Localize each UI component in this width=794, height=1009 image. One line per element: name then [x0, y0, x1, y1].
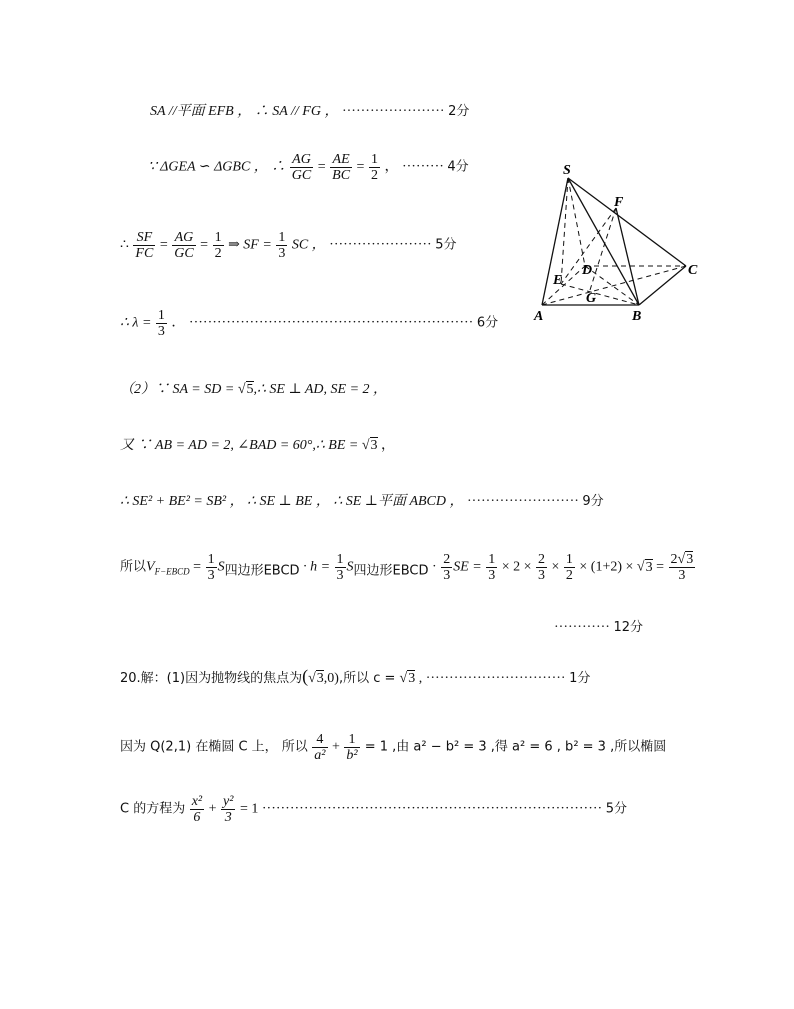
solution-20-line-2: 因为 Q(2,1) 在椭圆 C 上， 所以 $\frac{4}{\text{a²}}$ + $\frac{1}{\text{b²}}$ = 1 ,由 a² − b² = 3 ,得 a² = 6 , b² = 3 ,所以椭圆 [120, 732, 667, 763]
fraction: $\frac{1}{3}$ [488, 552, 496, 583]
score: 6分 [476, 315, 499, 331]
proof-line-9 [554, 618, 643, 638]
fraction: $\frac{1}{3}$ [278, 230, 286, 261]
dot-leader: ······························ [425, 671, 566, 686]
fraction: $\frac{AG}{GC}$ [174, 230, 194, 261]
fraction: $\frac{\text{x²}}{6}$ [191, 794, 203, 825]
dot-leader: ····························································· [188, 315, 474, 331]
fraction: $\frac{AG}{GC}$ [291, 152, 312, 183]
proof-line-3: ∴ $\frac{SF}{FC}$ = $\frac{AG}{GC}$ = $\frac{1}{2}$ ⇒ SF = $\frac{1}{3}$ SC ， ······················ 5分 [120, 230, 457, 261]
fraction: $\frac{1}{\text{b²}}$ [346, 732, 358, 763]
proof-line-1 [150, 102, 469, 122]
score: 2分 [448, 104, 470, 119]
dot-leader: ········································································· [261, 801, 603, 817]
statement: SA //平面 EFB ， ∴ SA // FG ， [150, 104, 339, 119]
proof-line-6: 又 ∵ AB = AD = 2, ∠BAD = 60°,∴ BE = √3 ， [120, 438, 396, 453]
fraction: $\frac{\text{y²}}{3}$ [223, 794, 234, 825]
fraction: $\frac{1}{3}$ [207, 552, 215, 583]
label-C: C [688, 263, 698, 278]
edge-EB [561, 284, 639, 305]
fraction: $\frac{1}{2}$ [214, 230, 222, 261]
fraction: $\frac{2√3}{3}$ [670, 552, 694, 583]
score: 1分 [569, 671, 591, 686]
label-D: D [582, 263, 593, 278]
label-B: B [632, 309, 642, 324]
edge-SB [568, 178, 639, 305]
score: 5分 [605, 801, 627, 817]
fraction: $\frac{2}{3}$ [443, 552, 451, 583]
proof-line-5: （2）∵ SA = SD = √5,∴ SE ⊥ AD, SE = 2 ， [120, 382, 388, 397]
score: 12分 [613, 620, 643, 635]
proof-line-8: 所以$V_{F-EBCD}$ = $\frac{1}{3}$ $S_{四边形EBCD} \cdot h$ = $\frac{1}{3}$ $S_{四边形EBCD}$ · $\frac{2}{3}$ SE = $\frac{1}{3}$ × 2 × $\frac{2}{3}$ × $\frac{1}{2}$ × (1+2) × √3 = $\frac{2√3}{3}$ [120, 552, 694, 583]
dot-leader: ······················ [329, 237, 432, 253]
edge-SD [568, 178, 585, 266]
fraction: $\frac{1}{3}$ [336, 552, 344, 583]
label-S: S [563, 163, 571, 178]
fraction: $\frac{2}{3}$ [537, 552, 545, 583]
label-G: G [586, 291, 597, 306]
label-E: E [553, 273, 563, 288]
proof-line-7: ∴ SE² + BE² = SB² ， ∴ SE ⊥ BE ， ∴ SE ⊥平面 ABCD ， ························ 9分 [120, 494, 604, 509]
solution-20-line-1: 20.解：(1)因为抛物线的焦点为(√3,0),所以 c = √3 , ······························ 1分 [120, 666, 591, 686]
label-F: F [614, 195, 624, 210]
fraction: $\frac{SF}{FC}$ [135, 230, 154, 261]
fraction: $\frac{1}{2}$ [565, 552, 573, 583]
label-A: A [534, 309, 544, 324]
fraction: $\frac{AE}{BC}$ [332, 152, 351, 183]
score: 4分 [447, 159, 469, 175]
proof-line-4: ∴ λ = $\frac{1}{3}$ ． ····························································· 6分 [120, 308, 499, 339]
dot-leader: ········· [401, 159, 444, 175]
fraction: $\frac{4}{\text{a²}}$ [314, 732, 326, 763]
proof-line-2: ∵ ΔGEA ∽ ΔGBC ， ∴ $\frac{AG}{GC}$ = $\frac{AE}{BC}$ = $\frac{1}{2}$ ， ········· 4分 [148, 152, 469, 183]
dot-leader: ············ [554, 620, 610, 635]
edge-FG [590, 208, 616, 290]
statement: ∵ ΔGEA ∽ ΔGBC ， ∴ [148, 159, 289, 175]
solution-20-line-3: C 的方程为 $\frac{\text{x²}}{6}$ + $\frac{\text{y²}}{3}$ = 1 ········································································· 5分 [120, 794, 627, 825]
fraction: $\frac{1}{3}$ [157, 308, 165, 339]
fraction: $\frac{1}{2}$ [370, 152, 378, 183]
dot-leader: ························ [467, 494, 579, 509]
pyramid-figure [528, 160, 708, 330]
score: 5分 [435, 237, 457, 253]
score: 9分 [582, 494, 604, 509]
edge-BC [639, 266, 686, 305]
dot-leader: ······················ [341, 104, 445, 119]
